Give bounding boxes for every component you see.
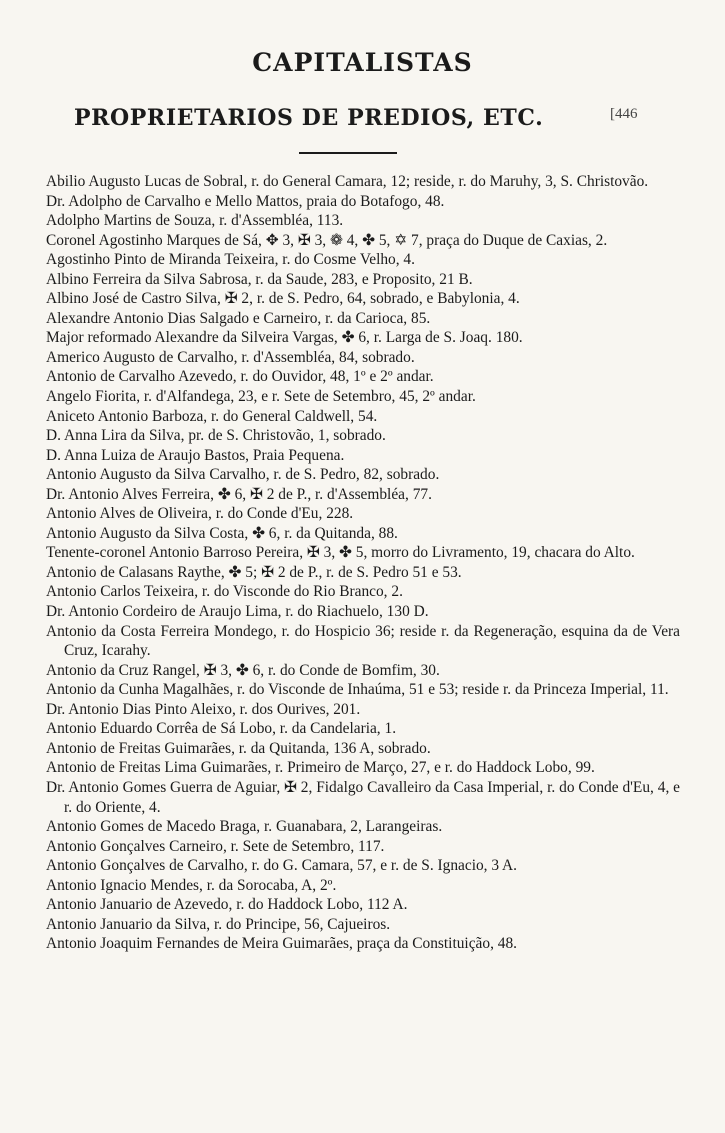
list-item: Antonio Carlos Teixeira, r. do Visconde do Rio Branco, 2. (46, 583, 403, 601)
list-item: Major reformado Alexandre da Silveira Vargas, ✤ 6, r. Larga de S. Joaq. 180. (46, 329, 523, 347)
list-item: D. Anna Lira da Silva, pr. de S. Christovão, 1, sobrado. (46, 427, 386, 445)
list-item: Adolpho Martins de Souza, r. d'Assembléa, 113. (46, 212, 344, 230)
list-item: Antonio Joaquim Fernandes de Meira Guimarães, praça da Constituição, 48. (46, 935, 517, 953)
list-item: Antonio da Cunha Magalhães, r. do Visconde de Inhaúma, 51 e 53; reside r. da Princeza Imperial, 11. (46, 681, 669, 699)
list-item: Antonio de Freitas Guimarães, r. da Quitanda, 136 A, sobrado. (46, 739, 431, 757)
list-item: Aniceto Antonio Barboza, r. do General Caldwell, 54. (46, 407, 378, 425)
list-item: Tenente-coronel Antonio Barroso Pereira, ✠ 3, ✤ 5, morro do Livramento, 19, chacara do Alto. (46, 544, 635, 562)
page-number: [446 (610, 106, 638, 122)
list-item: Dr. Antonio Cordeiro de Araujo Lima, r. do Riachuelo, 130 D. (46, 603, 429, 621)
list-item: Antonio Januario da Silva, r. do Principe, 56, Cajueiros. (46, 915, 391, 933)
list-item: Antonio de Freitas Lima Guimarães, r. Primeiro de Março, 27, e r. do Haddock Lobo, 99. (46, 759, 595, 777)
list-item: Albino José de Castro Silva, ✠ 2, r. de S. Pedro, 64, sobrado, e Babylonia, 4. (46, 290, 520, 308)
list-item: D. Anna Luiza de Araujo Bastos, Praia Pequena. (46, 446, 345, 464)
list-item: Antonio da Costa Ferreira Mondego, r. do Hospicio 36; reside r. da Regeneração, esquina da de Vera Cruz, Icarahy. (46, 622, 680, 660)
list-item: Dr. Antonio Gomes Guerra de Aguiar, ✠ 2, Fidalgo Cavalleiro da Casa Imperial, r. do Conde d'Eu, 4, e r. do Oriente, 4. (46, 778, 680, 816)
list-item: Antonio Ignacio Mendes, r. da Sorocaba, A, 2º. (46, 876, 337, 894)
page-subtitle: PROPRIETARIOS DE PREDIOS, ETC. (74, 105, 544, 131)
list-item: Dr. Antonio Dias Pinto Aleixo, r. dos Ourives, 201. (46, 700, 361, 718)
list-item: Dr. Adolpho de Carvalho e Mello Mattos, praia do Botafogo, 48. (46, 192, 445, 210)
list-item: Coronel Agostinho Marques de Sá, ✥ 3, ✠ 3, ❁ 4, ✤ 5, ✡ 7, praça do Duque de Caxias, 2. (46, 231, 608, 249)
list-item: Angelo Fiorita, r. d'Alfandega, 23, e r. Sete de Setembro, 45, 2º andar. (46, 388, 476, 406)
list-item: Antonio Augusto da Silva Costa, ✤ 6, r. da Quitanda, 88. (46, 524, 398, 542)
list-item: Antonio Gonçalves Carneiro, r. Sete de Setembro, 117. (46, 837, 385, 855)
title-divider (299, 152, 397, 154)
entries-list (46, 172, 680, 954)
list-item: Antonio da Cruz Rangel, ✠ 3, ✤ 6, r. do Conde de Bomfim, 30. (46, 661, 440, 679)
list-item: Antonio Gomes de Macedo Braga, r. Guanabara, 2, Larangeiras. (46, 818, 443, 836)
list-item: Antonio Eduardo Corrêa de Sá Lobo, r. da Candelaria, 1. (46, 720, 397, 738)
list-item: Dr. Antonio Alves Ferreira, ✤ 6, ✠ 2 de P., r. d'Assembléa, 77. (46, 485, 432, 503)
list-item: Antonio de Calasans Raythe, ✤ 5; ✠ 2 de P., r. de S. Pedro 51 e 53. (46, 563, 462, 581)
list-item: Antonio Januario de Azevedo, r. do Haddock Lobo, 112 A. (46, 896, 408, 914)
list-item: Antonio de Carvalho Azevedo, r. do Ouvidor, 48, 1º e 2º andar. (46, 368, 434, 386)
list-item: Agostinho Pinto de Miranda Teixeira, r. do Cosme Velho, 4. (46, 251, 415, 269)
list-item: Abilio Augusto Lucas de Sobral, r. do General Camara, 12; reside, r. do Maruhy, 3, S. Christovão. (46, 173, 649, 190)
list-item: Albino Ferreira da Silva Sabrosa, r. da Saude, 283, e Proposito, 21 B. (46, 270, 473, 288)
page-title: CAPITALISTAS (252, 48, 473, 77)
list-item: Alexandre Antonio Dias Salgado e Carneiro, r. da Carioca, 85. (46, 309, 431, 327)
list-item: Antonio Augusto da Silva Carvalho, r. de S. Pedro, 82, sobrado. (46, 466, 440, 484)
list-item: Antonio Alves de Oliveira, r. do Conde d'Eu, 228. (46, 505, 354, 523)
list-item: Antonio Gonçalves de Carvalho, r. do G. Camara, 57, e r. de S. Ignacio, 3 A. (46, 857, 518, 875)
list-item: Americo Augusto de Carvalho, r. d'Assembléa, 84, sobrado. (46, 348, 415, 366)
